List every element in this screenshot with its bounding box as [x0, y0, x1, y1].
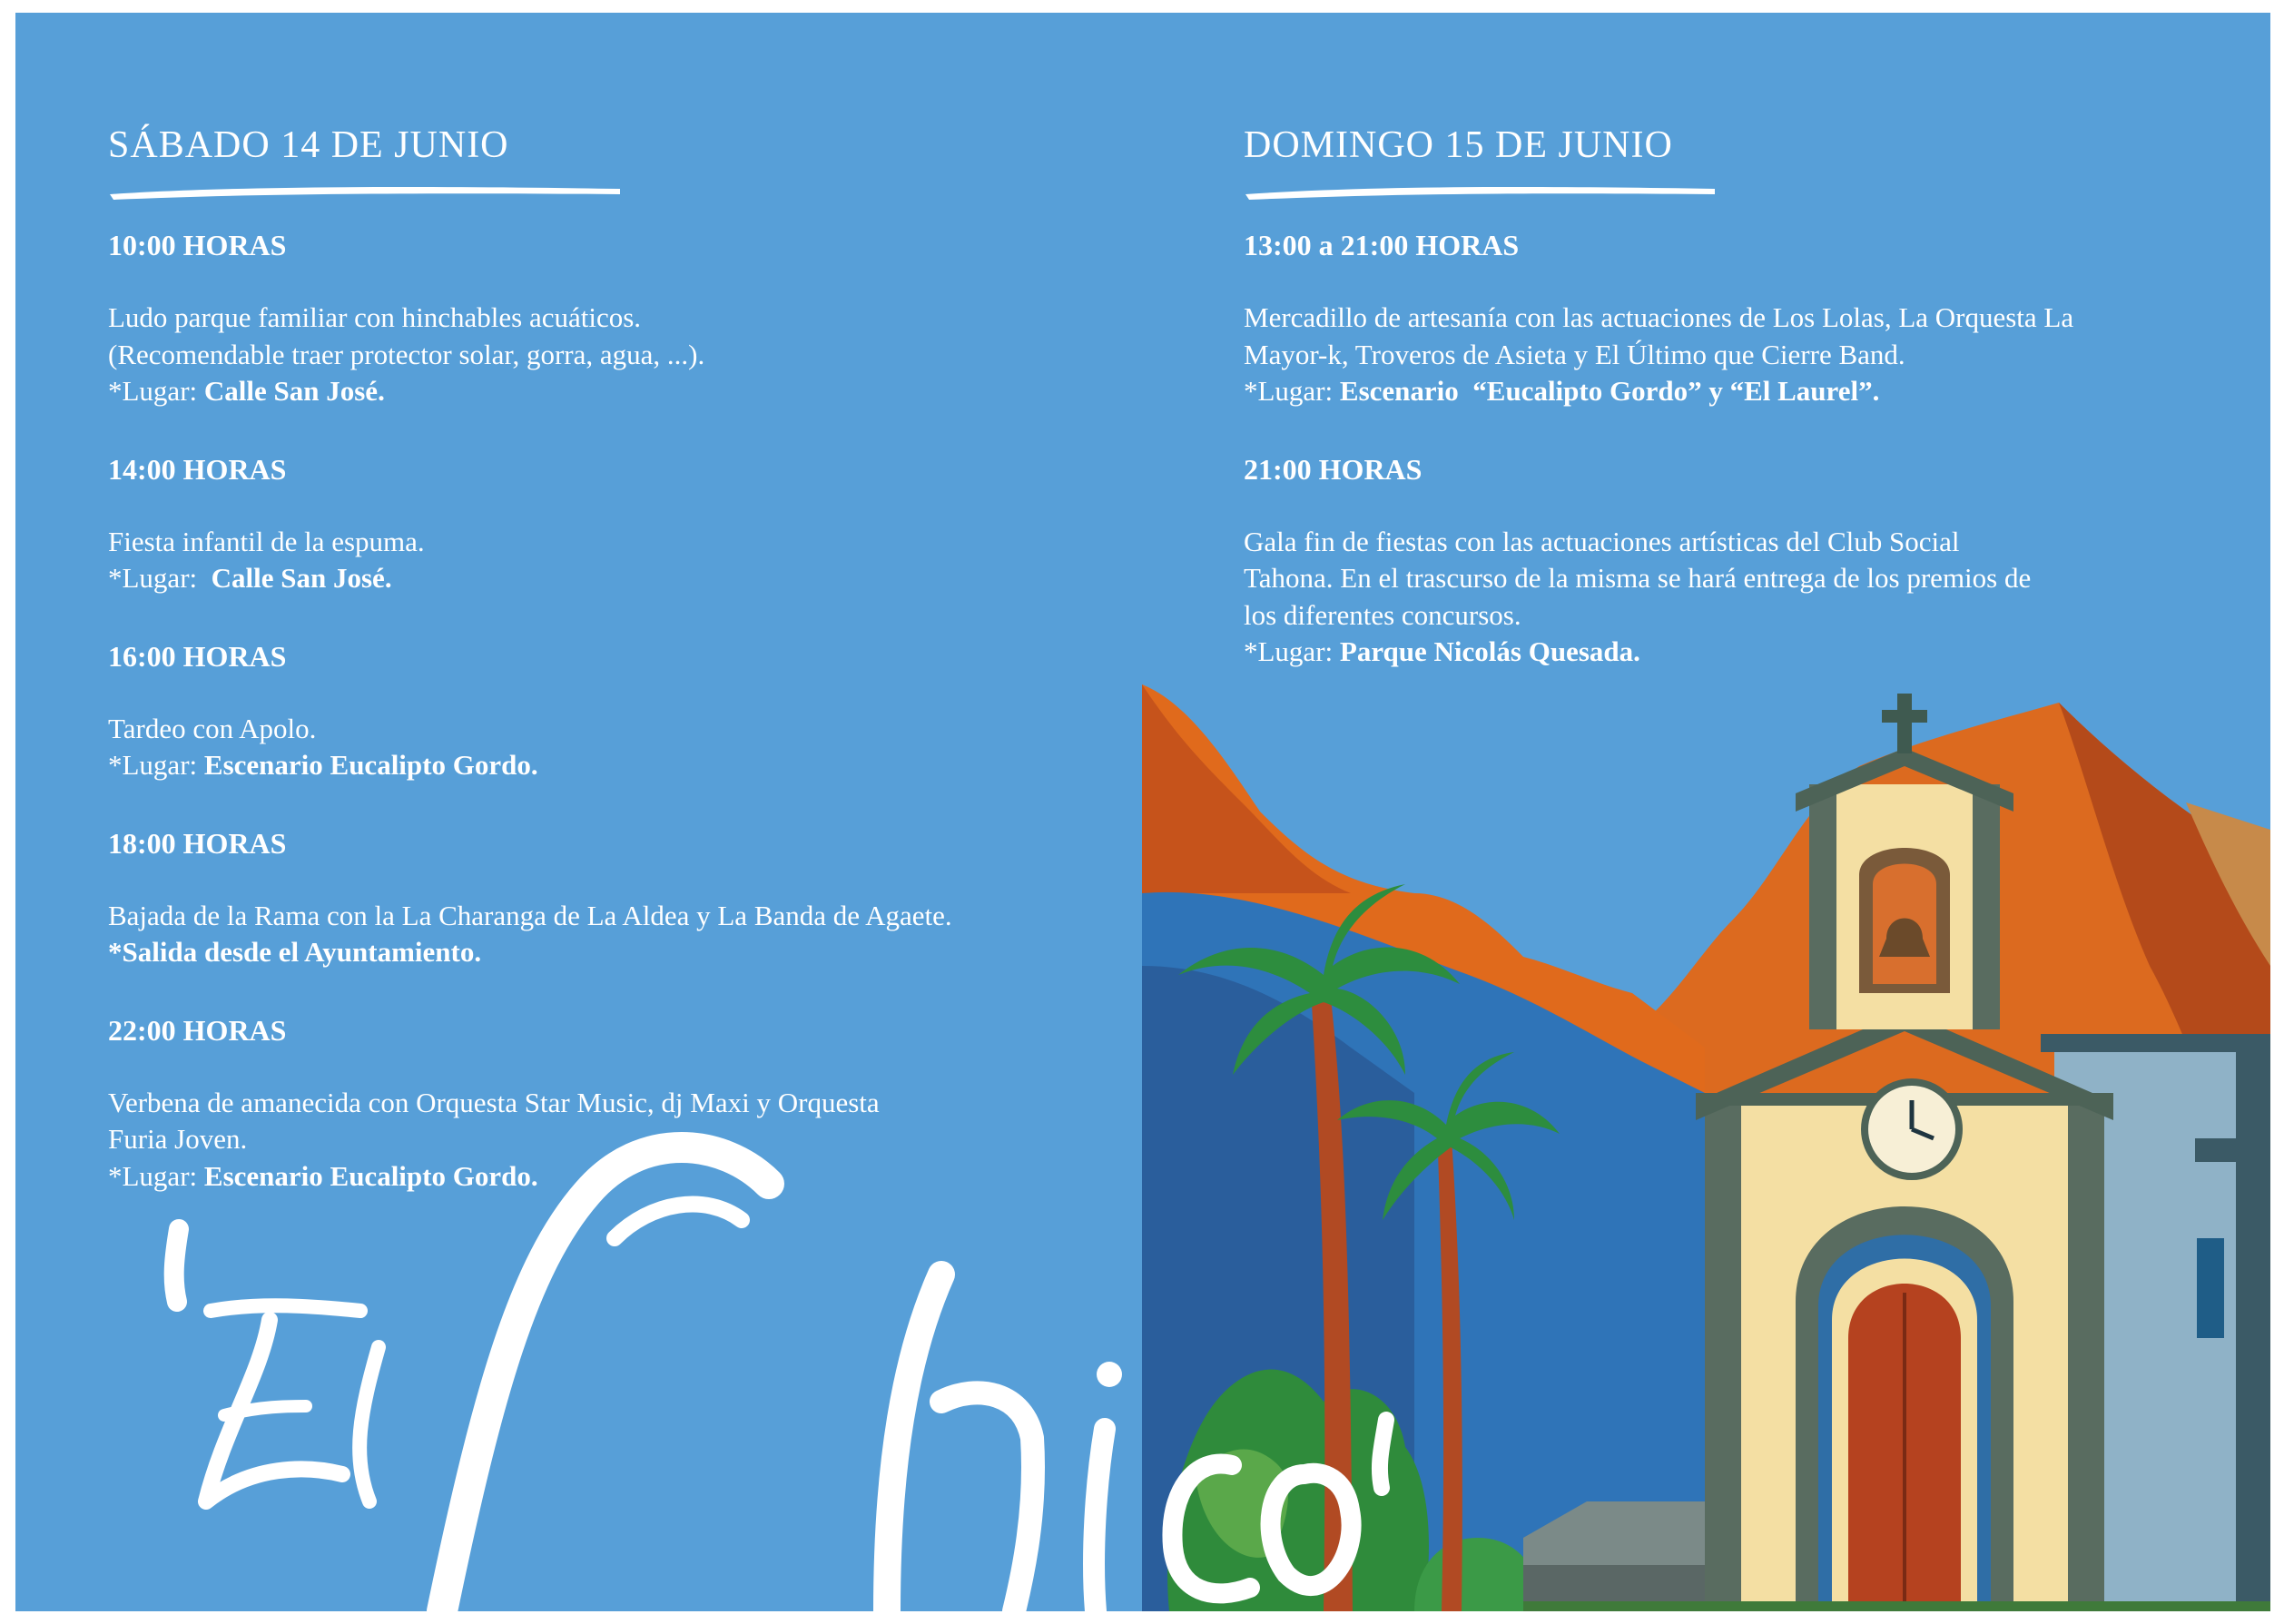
event-time: 13:00 a 21:00 HORAS	[1244, 229, 1520, 261]
belfry-left-stones	[1809, 784, 1836, 1029]
event-location: Calle San José.	[211, 562, 392, 594]
church-landscape-illustration	[1142, 666, 2270, 1611]
event-block	[108, 638, 1088, 784]
event-location: Escenario “Eucalipto Gordo” y “El Laurel”.	[1339, 375, 1880, 407]
sunday-title: DOMINGO 15 DE JUNIO	[1244, 124, 1673, 166]
event-time: 22:00 HORAS	[108, 1013, 287, 1047]
saturday-title: SÁBADO 14 DE JUNIO	[108, 124, 509, 166]
event-description: Ludo parque familiar con hinchables acuáticos. (Recomendable traer protector solar, gorra, agua, ...). *Lugar: Calle San José.	[108, 301, 705, 407]
event-time: 16:00 HORAS	[108, 639, 287, 673]
cross-horizontal	[1882, 710, 1927, 723]
event-time: 10:00 HORAS	[108, 229, 287, 261]
event-description: Tardeo con Apolo. *Lugar: Escenario Eucalipto Gordo.	[108, 712, 538, 781]
church-pilaster-left	[1705, 1093, 1741, 1611]
event-location: Escenario Eucalipto Gordo.	[203, 749, 538, 781]
event-note: *Salida desde el Ayuntamiento.	[108, 936, 482, 968]
event-description: Verbena de amanecida con Orquesta Star Music, dj Maxi y Orquesta Furia Joven. *Lugar: Escenario Eucalipto Gordo.	[108, 1086, 880, 1192]
event-block	[108, 227, 1088, 410]
side-cross-bar	[2195, 1138, 2270, 1162]
event-description: Bajada de la Rama con la La Charanga de La Aldea y La Banda de Agaete. *Salida desde el Ayuntamiento.	[108, 899, 952, 968]
event-description: Gala fin de fiestas con las actuaciones artísticas del Club Social Tahona. En el trascurso de la misma se hará entrega de los premios de los diferentes concursos. *Lugar: Parque Nicolás Quesada.	[1244, 525, 2032, 667]
event-location: Parque Nicolás Quesada.	[1339, 635, 1640, 667]
event-location: Calle San José.	[203, 375, 385, 407]
event-location: Escenario Eucalipto Gordo.	[203, 1159, 538, 1192]
event-description: Mercadillo de artesanía con las actuaciones de Los Lolas, La Orquesta La Mayor-k, Troveros de Asieta y El Último que Cierre Band. *Lugar: Escenario “Eucalipto Gordo” y “El Laurel”.	[1244, 301, 2074, 407]
event-time: 21:00 HORAS	[1244, 452, 1423, 486]
brush-underline	[106, 182, 624, 202]
event-time: 14:00 HORAS	[108, 452, 287, 486]
event-block	[1244, 227, 2242, 410]
event-time: 18:00 HORAS	[108, 826, 287, 860]
event-block	[108, 451, 1088, 597]
belfry-right-stones	[1973, 784, 2000, 1029]
church-pilaster-right	[2068, 1093, 2104, 1611]
event-block	[108, 825, 1088, 971]
program-page	[15, 13, 2270, 1611]
brush-underline	[1242, 182, 1718, 202]
event-block	[108, 1012, 1088, 1196]
side-cross-post	[2236, 1048, 2270, 1611]
ground	[1523, 1601, 2270, 1611]
event-block	[1244, 451, 2242, 671]
side-window	[2197, 1238, 2224, 1338]
event-description: Fiesta infantil de la espuma. *Lugar: Calle San José.	[108, 525, 425, 594]
